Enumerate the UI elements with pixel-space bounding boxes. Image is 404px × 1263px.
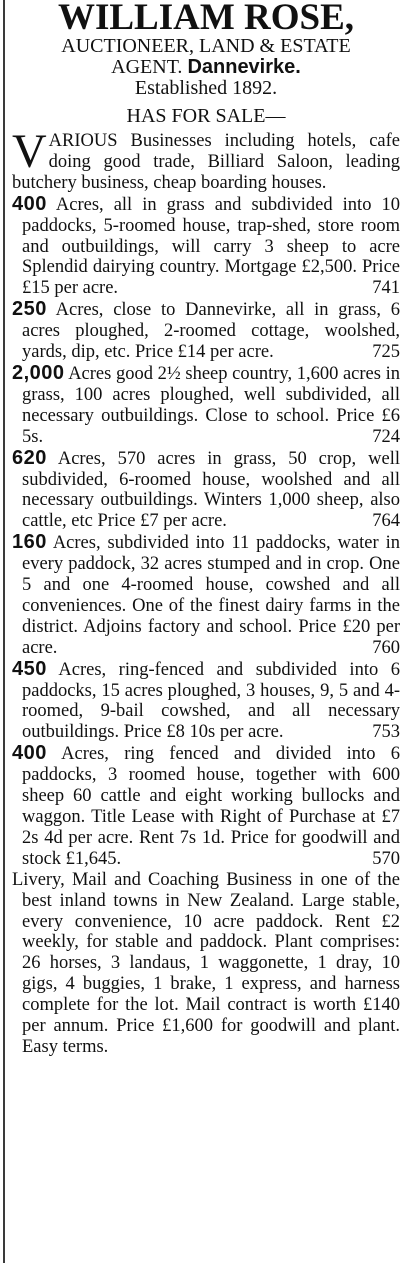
listing-reference: 741 [372, 278, 400, 299]
listing-item [12, 448, 400, 533]
for-sale-heading: HAS FOR SALE— [126, 105, 286, 127]
listing-item [12, 743, 400, 869]
listing-reference: 570 [372, 848, 400, 869]
listing-acres: 250 [12, 298, 47, 321]
firm-town: Dannevirke. [187, 56, 301, 78]
listing-description: Acres, ring fenced and divided into 6 paddocks, 3 roomed house, together with 600 sheep 60 cattle and eight working bullocks and waggon. Title Lease with Right of Purchase at £7 2s 4d per acre. Rent 7s 1d. Price for goodwill and stock £1,645. [22, 744, 400, 869]
column-rule [3, 0, 5, 1263]
firm-profession-agent: AGENT. [111, 56, 183, 78]
listing-item [12, 194, 400, 300]
listing-acres: 2,000 [12, 361, 65, 384]
listing-description: Acres good 2½ sheep country, 1,600 acres in grass, 100 acres ploughed, well subdivided, all necessary outbuildings. Close to school. Price £6 5s. [22, 363, 400, 447]
listing-reference: 725 [372, 342, 400, 363]
listing-description: Acres, subdivided into 11 paddocks, water in every paddock, 32 acres stumped and in crop. One 5 and one 4-roomed house, cowshed and all conveniences. One of the finest dairy farms in the district. Adjoins factory and school. Price £20 per acre. [22, 533, 400, 658]
listing-acres: 400 [12, 192, 47, 215]
listing-description: Acres, all in grass and subdivided into 10 paddocks, 5-roomed house, trap-shed, store room and outbuildings, will carry 3 sheep to acre Splendid dairying country. Mortgage £2,500. Price £15 per acre. [22, 194, 400, 299]
listing-reference: 753 [372, 722, 400, 743]
listing-acres: 160 [12, 531, 47, 554]
livery-business-listing: Livery, Mail and Coaching Business in one of the best inland towns in New Zealand. Large stable, every convenience, 10 acre paddock. Rent £2 weekly, for stable and paddock. Plant comprises: 26 horses, 3 landaus, 1 waggonette, 1 dray, 10 gigs, 4 buggies, 1 brake, 1 express, and harness complete for the lot. Mail contract is worth £140 per annum. Price £1,600 for goodwill and plant. Easy terms. [12, 869, 400, 1057]
listing-description: Acres, close to Dannevirke, all in grass, 6 acres ploughed, 2-roomed cottage, woolshed, yards, dip, etc. Price £14 per acre. [22, 300, 400, 363]
listing-reference: 760 [372, 637, 400, 658]
advertisement-content [12, 0, 400, 1058]
firm-location-line [12, 57, 400, 78]
listing-acres: 400 [12, 742, 47, 765]
listing-acres: 620 [12, 446, 47, 469]
listing-item [12, 532, 400, 658]
intro-text: ARIOUS Businesses including hotels, cafe doing good trade, Billiard Saloon, leading butchery business, cheap boarding houses. [12, 131, 400, 193]
listing-item [12, 659, 400, 744]
listing-description: Acres, ring-fenced and subdivided into 6 paddocks, 15 acres ploughed, 3 houses, 9, 5 and 4-roomed, 9-bail cowshed, and all necessary outbuildings. Price £8 10s per acre. [22, 659, 400, 743]
listing-reference: 764 [372, 511, 400, 532]
listing-description: Acres, 570 acres in grass, 50 crop, well subdivided, 6-roomed house, woolshed and all necessary outbuildings. Winters 1,000 sheep, also cattle, etc Price £7 per acre. [22, 448, 400, 532]
firm-profession: AUCTIONEER, LAND & ESTATE [61, 35, 351, 57]
listing-acres: 450 [12, 657, 47, 680]
established-line: Established 1892. [134, 77, 278, 99]
intro-paragraph [12, 125, 400, 194]
listing-item [12, 299, 400, 363]
firm-name: WILLIAM ROSE, [57, 0, 355, 38]
listing-reference: 724 [372, 426, 400, 447]
listing-item [12, 363, 400, 448]
drop-cap: V [12, 125, 47, 178]
